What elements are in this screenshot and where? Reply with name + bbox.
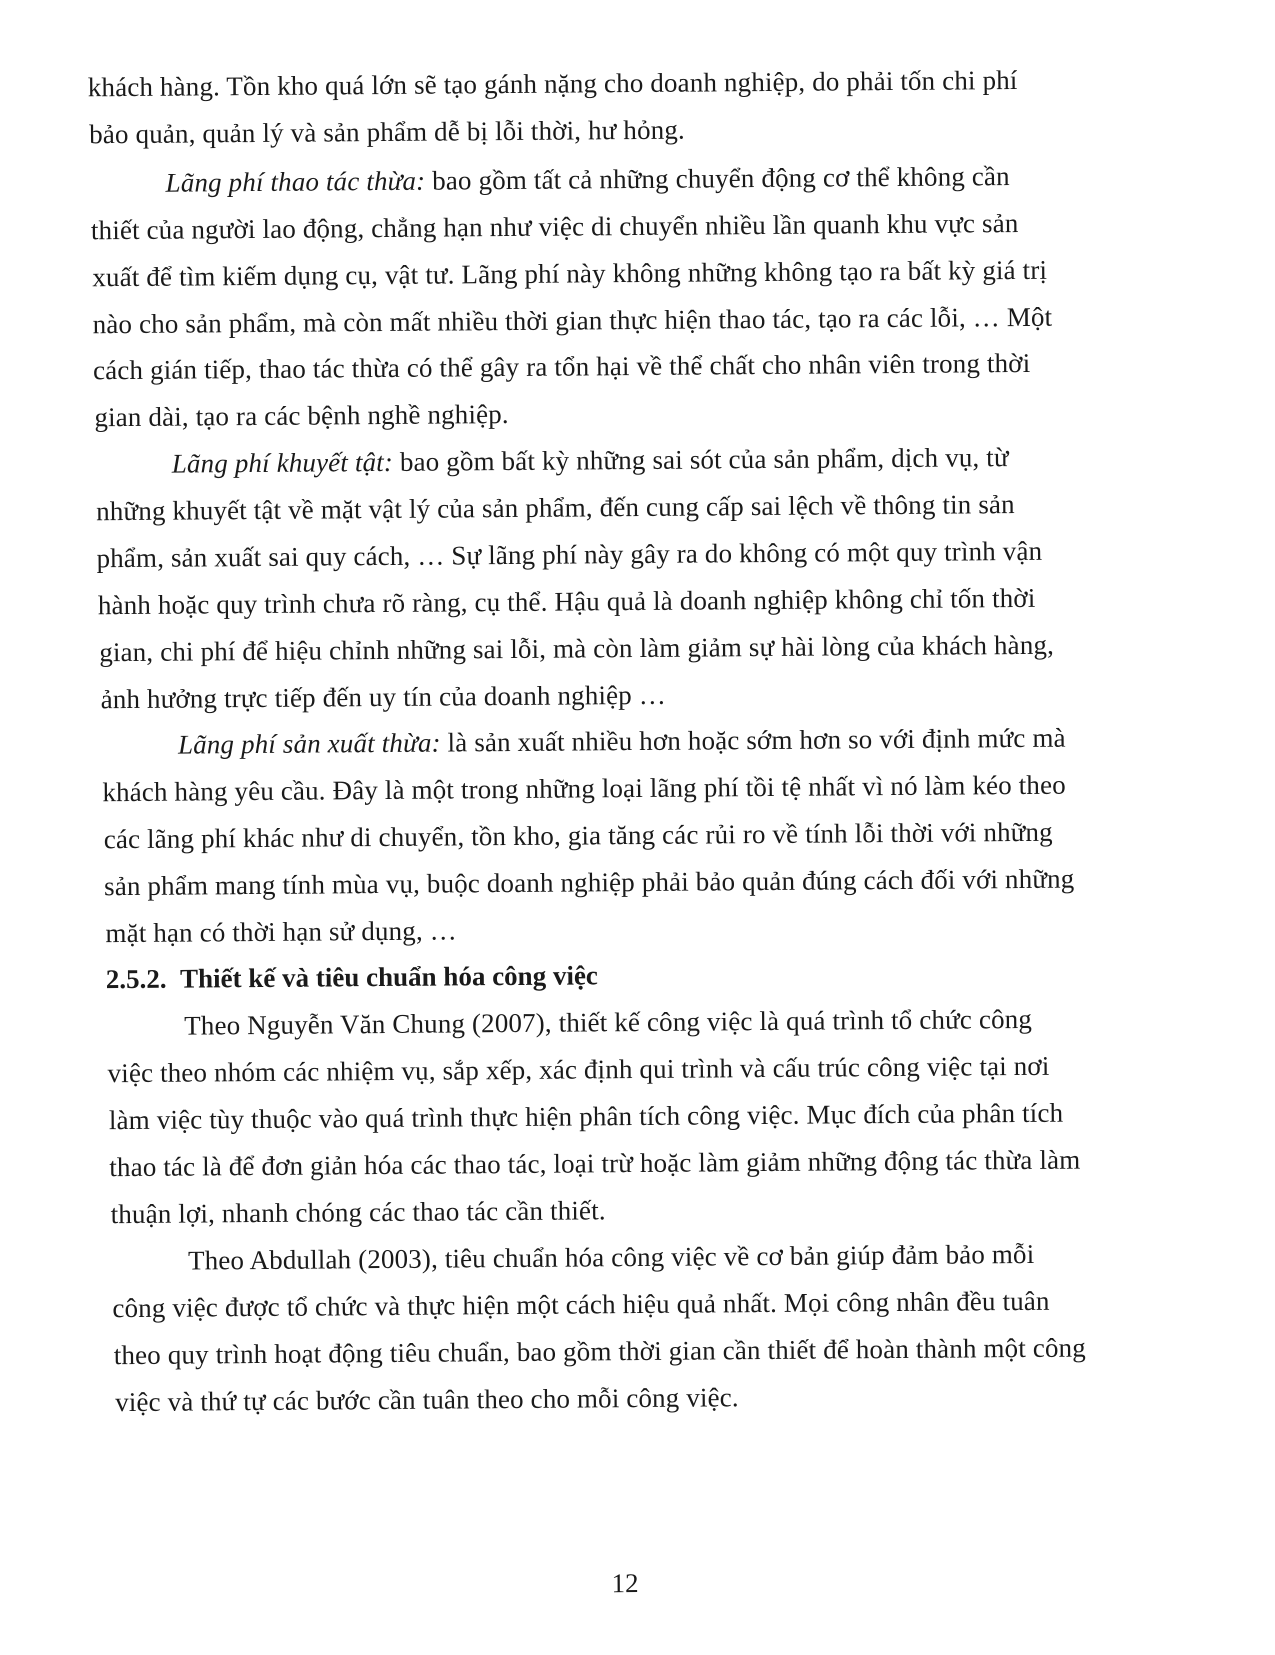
paragraph-line: xuất để tìm kiếm dụng cụ, vật tư. Lãng phí này không những không tạo ra bất kỳ giá trị: [92, 254, 1048, 293]
paragraph-line: thiết của người lao động, chẳng hạn như việc di chuyển nhiều lần quanh khu vực sản: [90, 207, 1019, 246]
page-number: 12: [611, 1568, 639, 1599]
term-label: Lãng phí khuyết tật:: [171, 446, 394, 479]
paragraph-line: phẩm, sản xuất sai quy cách, … Sự lãng phí này gây ra do không có một quy trình vận: [96, 535, 1043, 574]
paragraph-line: gian dài, tạo ra các bệnh nghề nghiệp.: [94, 399, 509, 433]
paragraph-text: bao gồm tất cả những chuyển động cơ thể không cần: [425, 161, 1010, 196]
paragraph-line: Theo Abdullah (2003), tiêu chuẩn hóa công việc về cơ bản giúp đảm bảo mỗi: [187, 1238, 1035, 1276]
paragraph-line: nào cho sản phẩm, mà còn mất nhiều thời gian thực hiện thao tác, tạo ra các lỗi, … Một: [92, 301, 1053, 340]
paragraph-line: những khuyết tật về mặt vật lý của sản phẩm, đến cung cấp sai lệch về thông tin sản: [96, 489, 1015, 527]
paragraph-line: gian, chi phí để hiệu chỉnh những sai lỗi, mà còn làm giảm sự hài lòng của khách hàng,: [99, 629, 1055, 668]
term-label: Lãng phí sản xuất thừa:: [177, 727, 441, 760]
paragraph-line: thao tác là để đơn giản hóa các thao tác, loại trừ hoặc làm giảm những động tác thừa làm: [109, 1144, 1081, 1183]
paragraph-line: khách hàng. Tồn kho quá lớn sẽ tạo gánh nặng cho doanh nghiệp, do phải tốn chi phí: [87, 64, 1018, 103]
paragraph-line: khách hàng yêu cầu. Đây là một trong những loại lãng phí tồi tệ nhất vì nó làm kéo theo: [102, 769, 1066, 808]
paragraph-line: công việc được tổ chức và thực hiện một cách hiệu quả nhất. Mọi công nhân đều tuân: [112, 1285, 1050, 1324]
paragraph-line: các lãng phí khác như di chuyển, tồn kho, gia tăng các rủi ro về tính lỗi thời với những: [103, 816, 1053, 855]
section-heading: [106, 952, 598, 1003]
paragraph-first-line: [165, 153, 1010, 207]
paragraph-line: thuận lợi, nhanh chóng các thao tác cần thiết.: [110, 1195, 606, 1230]
section-number: 2.5.2.: [105, 963, 167, 995]
paragraph-first-line: [172, 434, 1009, 488]
paragraph-line: Theo Nguyễn Văn Chung (2007), thiết kế công việc là quá trình tổ chức công: [184, 1003, 1033, 1041]
paragraph-line: hành hoặc quy trình chưa rõ ràng, cụ thể. Hậu quả là doanh nghiệp không chỉ tốn thời: [97, 582, 1036, 621]
section-title: Thiết kế và tiêu chuẩn hóa công việc: [179, 960, 598, 994]
paragraph-first-line: [178, 715, 1066, 770]
paragraph-text: bao gồm bất kỳ những sai sót của sản phẩm, dịch vụ, từ: [392, 442, 1009, 477]
term-label: Lãng phí thao tác thừa:: [165, 165, 426, 198]
paragraph-line: mặt hạn có thời hạn sử dụng, …: [105, 915, 457, 949]
paragraph-text: là sản xuất nhiều hơn hoặc sớm hơn so với định mức mà: [440, 722, 1066, 758]
paragraph-line: việc theo nhóm các nhiệm vụ, sắp xếp, xác định qui trình và cấu trúc công việc tại nơi: [107, 1050, 1050, 1089]
paragraph-line: làm việc tùy thuộc vào quá trình thực hiện phân tích công việc. Mục đích của phân tích: [108, 1097, 1064, 1136]
paragraph-line: ảnh hưởng trực tiếp đến uy tín của doanh nghiệp …: [100, 679, 667, 715]
paragraph-line: cách gián tiếp, thao tác thừa có thể gây ra tổn hại về thể chất cho nhân viên trong thời: [92, 347, 1031, 386]
paragraph-line: theo quy trình hoạt động tiêu chuẩn, bao gồm thời gian cần thiết để hoàn thành một công: [113, 1332, 1087, 1371]
paragraph-line: việc và thứ tự các bước cần tuân theo cho mỗi công việc.: [115, 1382, 739, 1418]
paragraph-line: bảo quản, quản lý và sản phẩm dễ bị lỗi thời, hư hỏng.: [89, 114, 685, 150]
paragraph-line: sản phẩm mang tính mùa vụ, buộc doanh nghiệp phải bảo quản đúng cách đối với những: [103, 863, 1075, 902]
